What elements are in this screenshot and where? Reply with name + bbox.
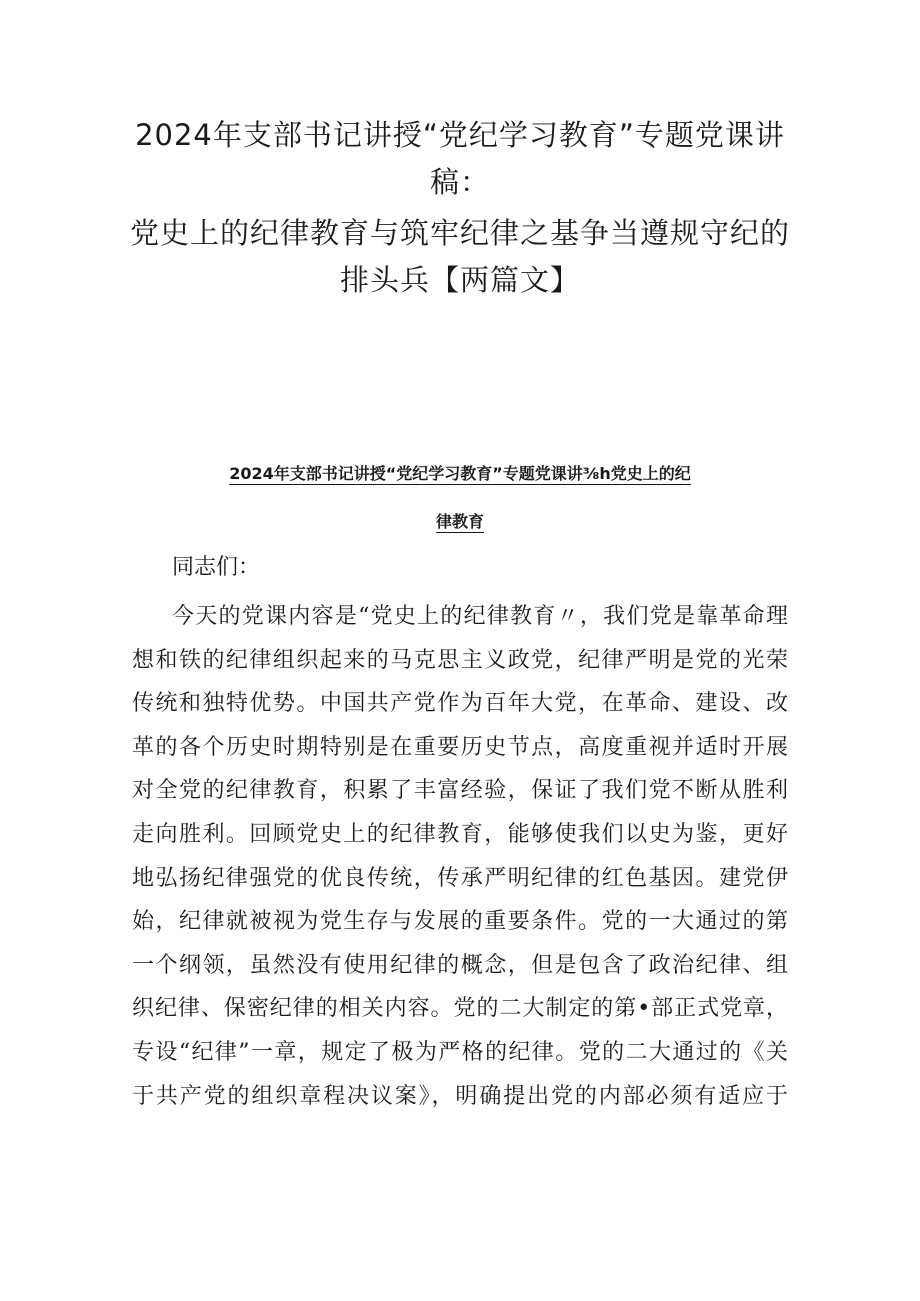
- body-line: 于共产党的组织章程决议案》，明确提出党的内部必须有适应于: [132, 1083, 788, 1109]
- body-line: 始，纪律就被视为党生存与发展的重要条件。党的一大通过的第: [132, 909, 788, 935]
- body-line: 地弘扬纪律强党的优良传统，传承严明纪律的红色基因。建党伊: [132, 865, 788, 891]
- greeting: 同志们：: [172, 555, 261, 580]
- body-paragraph: [132, 595, 788, 1118]
- body-line: 传统和独特优势。中国共产党作为百年大党，在革命、建设、改: [132, 691, 788, 717]
- body-line: 走向胜利。回顾党史上的纪律教育，能够使我们以史为鉴，更好: [132, 821, 788, 847]
- main-title-line-3: 党史上的纪律教育与筑牢纪律之基争当遵规守纪的: [129, 216, 790, 250]
- section-title-line-1: [120, 461, 800, 484]
- body-line: 革的各个历史时期特别是在重要历史节点，高度重视并适时开展: [132, 734, 788, 760]
- main-title-line-1: 2024年支部书记讲授“党纪学习教育”专题党课讲: [135, 118, 785, 152]
- body-line: 今天的党课内容是“党史上的纪律教育〃，我们党是靠革命理: [172, 604, 788, 629]
- body-line: 对全党的纪律教育，积累了丰富经验，保证了我们党不断从胜利: [132, 778, 788, 804]
- section-title-text-2: 律教育: [435, 512, 484, 531]
- section-title-line-2: [120, 509, 800, 532]
- body-line: 想和铁的纪律组织起来的马克思主义政党，纪律严明是党的光荣: [132, 647, 788, 673]
- section-title-text-1: 2024年支部书记讲授“党纪学习教育”专题党课讲⅜h党史上的纪: [229, 464, 691, 483]
- body-line: 织纪律、保密纪律的相关内容。党的二大制定的第•部正式党章，: [132, 996, 788, 1022]
- main-title-line-4: 排头兵【两篇文】: [339, 263, 580, 297]
- body-line: 专设“纪律”一章，规定了极为严格的纪律。党的二大通过的《关: [132, 1039, 788, 1065]
- body-line: 一个纲领，虽然没有使用纪律的概念，但是包含了政治纪律、组: [132, 952, 788, 978]
- main-title-line-2: 稿：: [429, 165, 490, 199]
